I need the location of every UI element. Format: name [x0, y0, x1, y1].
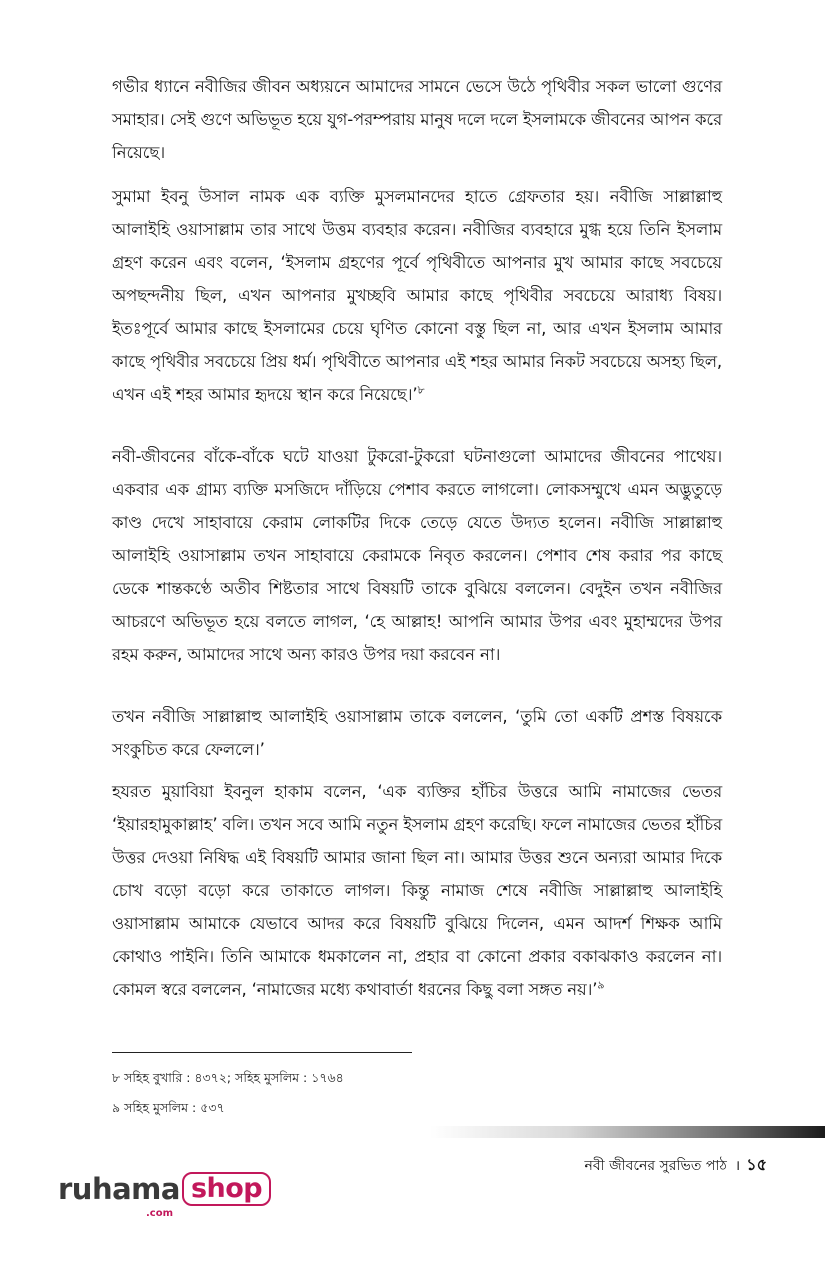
book-title: নবী জীবনের সুরভিত পাঠ: [584, 1158, 727, 1174]
logo-brand-text: ruhama: [58, 1172, 180, 1206]
footer-separator: ।: [734, 1158, 741, 1174]
footnote-ref-9: ৯: [597, 978, 605, 992]
paragraph-reply: তখন নবীজি সাল্লাল্লাহু আলাইহি ওয়াসাল্লাম তাকে বললেন, ‘তুমি তো একটি প্রশস্ত বিষয়কে সংকুচিত করে ফেললে।’: [112, 707, 722, 759]
paragraph-sumama-text: সুমামা ইবনু উসাল নামক এক ব্যক্তি মুসলমানদের হাতে গ্রেফতার হয়। নবীজি সাল্লাল্লাহু আলাইহি ওয়াসাল্লাম তার সাথে উত্তম ব্যবহার করেন। নবীজির ব্যবহারে মুগ্ধ হয়ে তিনি ইসলাম গ্রহণ করেন এবং বলেন, ‘ইসলাম গ্রহণের পূর্বে পৃথিবীতে আপনার মুখ আমার কাছে সবচেয়ে অপছন্দনীয় ছিল, এখন আপনার মুখচ্ছবি আমার কাছে পৃথিবীর সবচেয়ে আরাধ্য বিষয়। ইতঃপূর্বে আমার কাছে ইসলামের চেয়ে ঘৃণিত কোনো বস্তু ছিল না, আর এখন ইসলাম আমার কাছে পৃথিবীর সবচেয়ে প্রিয় ধর্ম। পৃথিবীতে আপনার এই শহর আমার নিকট সবচেয়ে অসহ্য ছিল, এখন এই শহর আমার হৃদয়ে স্থান করে নিয়েছে।’: [112, 187, 722, 404]
running-footer: [584, 1152, 767, 1179]
paragraph-muawiya-text: হযরত মুয়াবিয়া ইবনুল হাকাম বলেন, ‘এক ব্যক্তির হাঁচির উত্তরে আমি নামাজের ভেতর ‘ইয়ারহামুকাল্লাহ’ বলি। তখন সবে আমি নতুন ইসলাম গ্রহণ করেছি। ফলে নামাজের ভেতর হাঁচির উত্তর দেওয়া নিষিদ্ধ এই বিষয়টি আমার জানা ছিল না। আমার উত্তর শুনে অন্যরা আমার দিকে চোখ বড়ো বড়ো করে তাকাতে লাগল। কিন্তু নামাজ শেষে নবীজি সাল্লাল্লাহু আলাইহি ওয়াসাল্লাম আমাকে যেভাবে আদর করে বিষয়টি বুঝিয়ে দিলেন, এমন আদর্শ শিক্ষক আমি কোথাও পাইনি। তিনি আমাকে ধমকালেন না, প্রহার বা কোনো প্রকার বকাঝকাও করলেন না। কোমল স্বরে বললেন, ‘নামাজের মধ্যে কথাবার্তা ধরনের কিছু বলা সঙ্গত নয়।’: [112, 782, 722, 999]
logo-shop-badge: [182, 1172, 271, 1206]
paragraph-sumama: [112, 180, 722, 411]
paragraph-bedouin: নবী-জীবনের বাঁকে-বাঁকে ঘটে যাওয়া টুকরো-টুকরো ঘটনাগুলো আমাদের জীবনের পাথেয়। একবার এক গ্রাম্য ব্যক্তি মসজিদে দাঁড়িয়ে পেশাব করতে লাগলো। লোকসম্মুখে এমন অদ্ভুতুড়ে কাণ্ড দেখে সাহাবায়ে কেরাম লোকটির দিকে তেড়ে যেতে উদ্যত হলেন। নবীজি সাল্লাল্লাহু আলাইহি ওয়াসাল্লাম তখন সাহাবায়ে কেরামকে নিবৃত করলেন। পেশাব শেষ করার পর কাছে ডেকে শান্তকণ্ঠে অতীব শিষ্টতার সাথে বিষয়টি তাকে বুঝিয়ে বললেন। বেদুইন তখন নবীজির আচরণে অভিভূত হয়ে বলতে লাগল, ‘হে আল্লাহ! আপনি আমার উপর এবং মুহাম্মদের উপর রহম করুন, আমাদের সাথে অন্য কারও উপর দয়া করবেন না।: [112, 447, 722, 664]
footnote-8: ৮ সহিহ বুখারি : ৪৩৭২; সহিহ মুসলিম : ১৭৬৪: [112, 1070, 344, 1085]
logo-domain-text: .com: [146, 1208, 174, 1219]
paragraph-intro: গভীর ধ্যানে নবীজির জীবন অধ্যয়নে আমাদের সামনে ভেসে উঠে পৃথিবীর সকল ভালো গুণের সমাহার। সেই গুণে অভিভূত হয়ে যুগ-পরম্পরায় মানুষ দলে দলে ইসলামকে জীবনের আপন করে নিয়েছে।: [112, 77, 722, 162]
footnote-ref-8: ৮: [417, 383, 425, 397]
footnote-divider: [112, 1052, 412, 1053]
footer-gradient-bar: [430, 1126, 825, 1138]
paragraph-muawiya: [112, 775, 722, 1006]
page-number: ১৫: [746, 1155, 767, 1174]
footnote-9: ৯ সহিহ মুসলিম : ৫৩৭: [112, 1100, 225, 1115]
logo-shop-text: shop: [190, 1173, 263, 1204]
ruhamashop-logo: [58, 1172, 271, 1219]
